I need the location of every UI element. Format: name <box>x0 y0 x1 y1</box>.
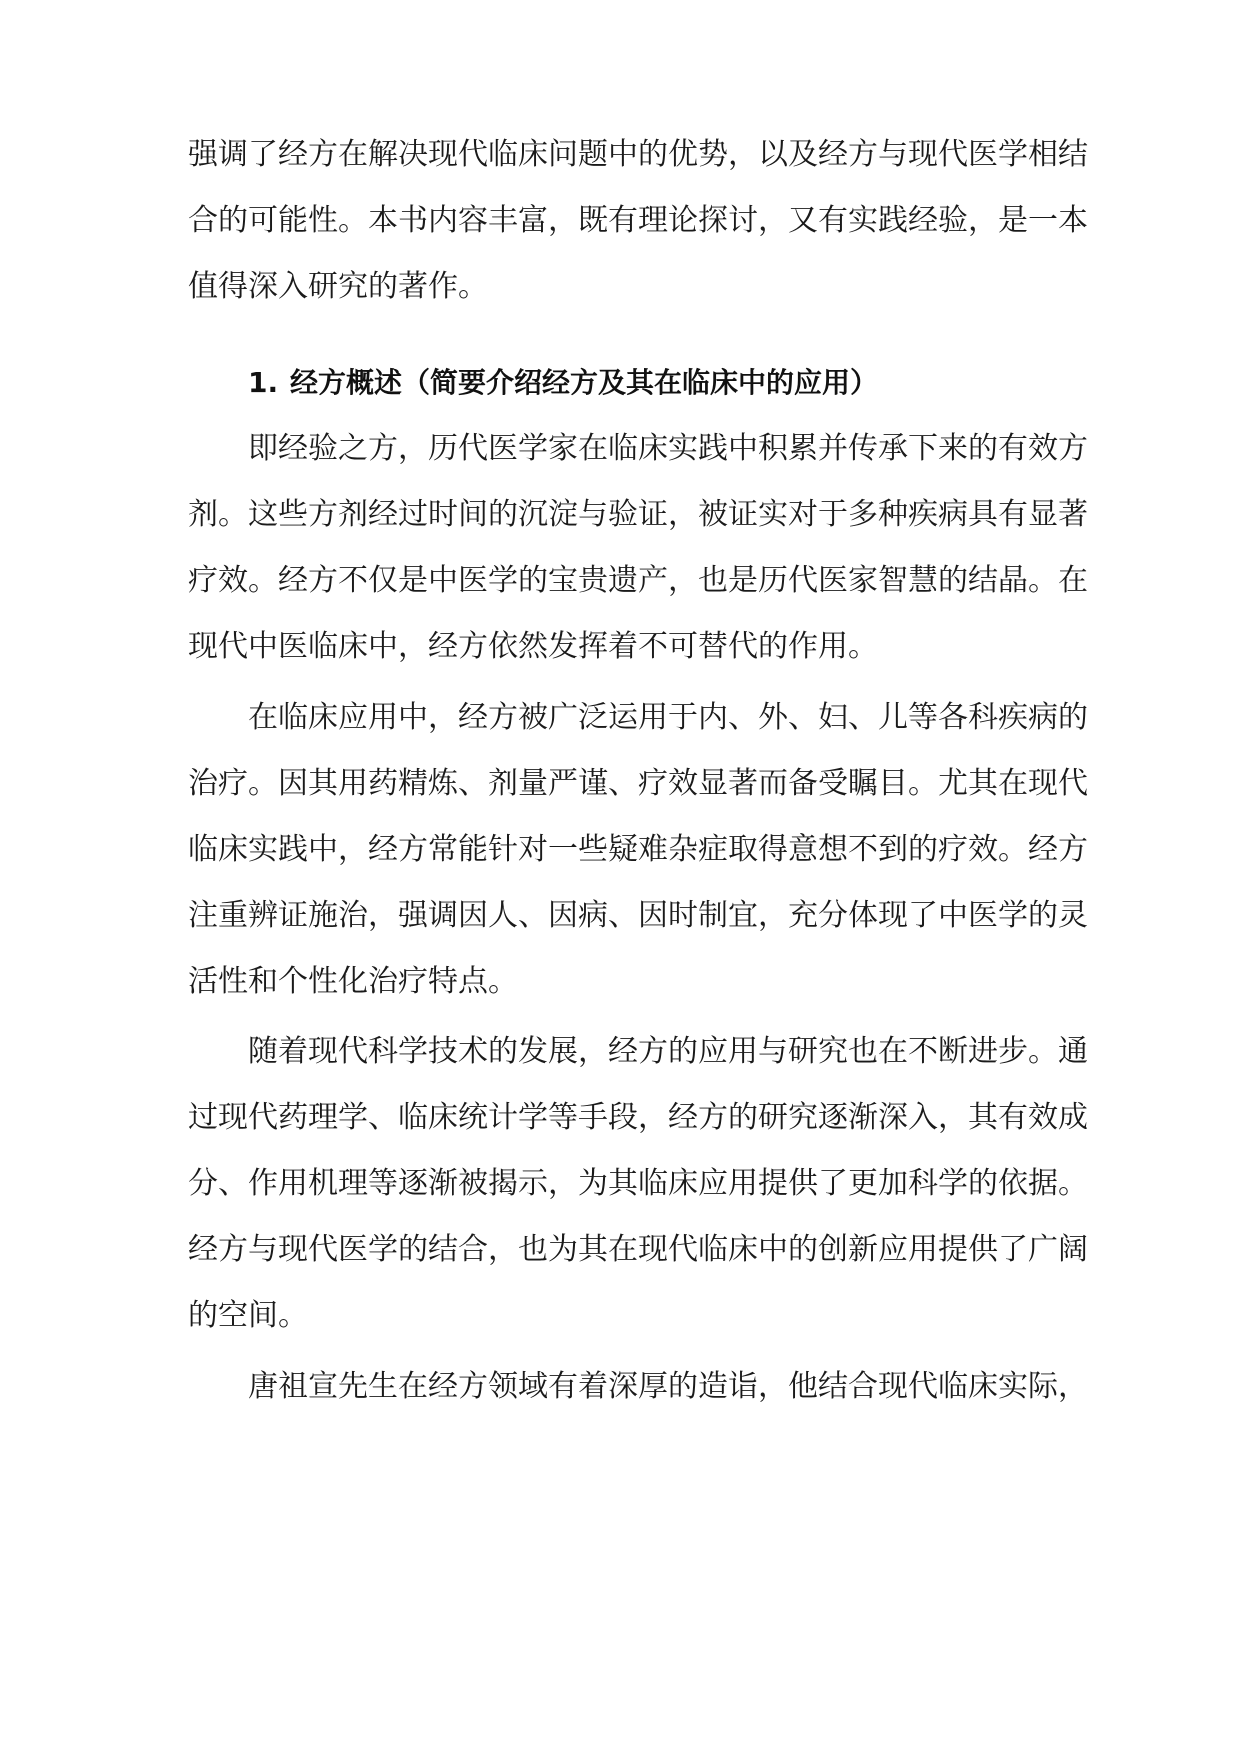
section-number: 1. <box>248 366 279 399</box>
paragraph-line: 即经验之方，历代医学家在临床实践中积累并传承下来的有效方 <box>248 431 1088 466</box>
paragraph-line: 注重辨证施治，强调因人、因病、因时制宜，充分体现了中医学的灵 <box>188 898 1088 933</box>
section-title: 经方概述（简要介绍经方及其在临床中的应用） <box>290 366 879 399</box>
intro-line: 值得深入研究的著作。 <box>188 269 488 304</box>
intro-line: 合的可能性。本书内容丰富，既有理论探讨，又有实践经验，是一本 <box>188 203 1088 238</box>
paragraph-line: 剂。这些方剂经过时间的沉淀与验证，被证实对于多种疾病具有显著 <box>188 497 1088 532</box>
paragraph-line: 治疗。因其用药精炼、剂量严谨、疗效显著而备受瞩目。尤其在现代 <box>188 766 1088 801</box>
paragraph-line: 过现代药理学、临床统计学等手段，经方的研究逐渐深入，其有效成 <box>188 1100 1088 1135</box>
paragraph-line: 分、作用机理等逐渐被揭示，为其临床应用提供了更加科学的依据。 <box>188 1166 1088 1201</box>
paragraph-line: 的空间。 <box>188 1298 308 1333</box>
section-heading <box>248 358 878 408</box>
paragraph-line: 疗效。经方不仅是中医学的宝贵遗产，也是历代医家智慧的结晶。在 <box>188 563 1088 598</box>
paragraph-line: 唐祖宣先生在经方领域有着深厚的造诣，他结合现代临床实际， <box>248 1369 1088 1404</box>
intro-line: 强调了经方在解决现代临床问题中的优势，以及经方与现代医学相结 <box>188 137 1088 172</box>
paragraph-line: 在临床应用中，经方被广泛运用于内、外、妇、儿等各科疾病的 <box>248 700 1088 735</box>
paragraph-line: 经方与现代医学的结合，也为其在现代临床中的创新应用提供了广阔 <box>188 1232 1088 1267</box>
paragraph-line: 随着现代科学技术的发展，经方的应用与研究也在不断进步。通 <box>248 1034 1088 1069</box>
paragraph-line: 现代中医临床中，经方依然发挥着不可替代的作用。 <box>188 629 878 664</box>
paragraph-line: 活性和个性化治疗特点。 <box>188 964 518 999</box>
paragraph-line: 临床实践中，经方常能针对一些疑难杂症取得意想不到的疗效。经方 <box>188 832 1088 867</box>
